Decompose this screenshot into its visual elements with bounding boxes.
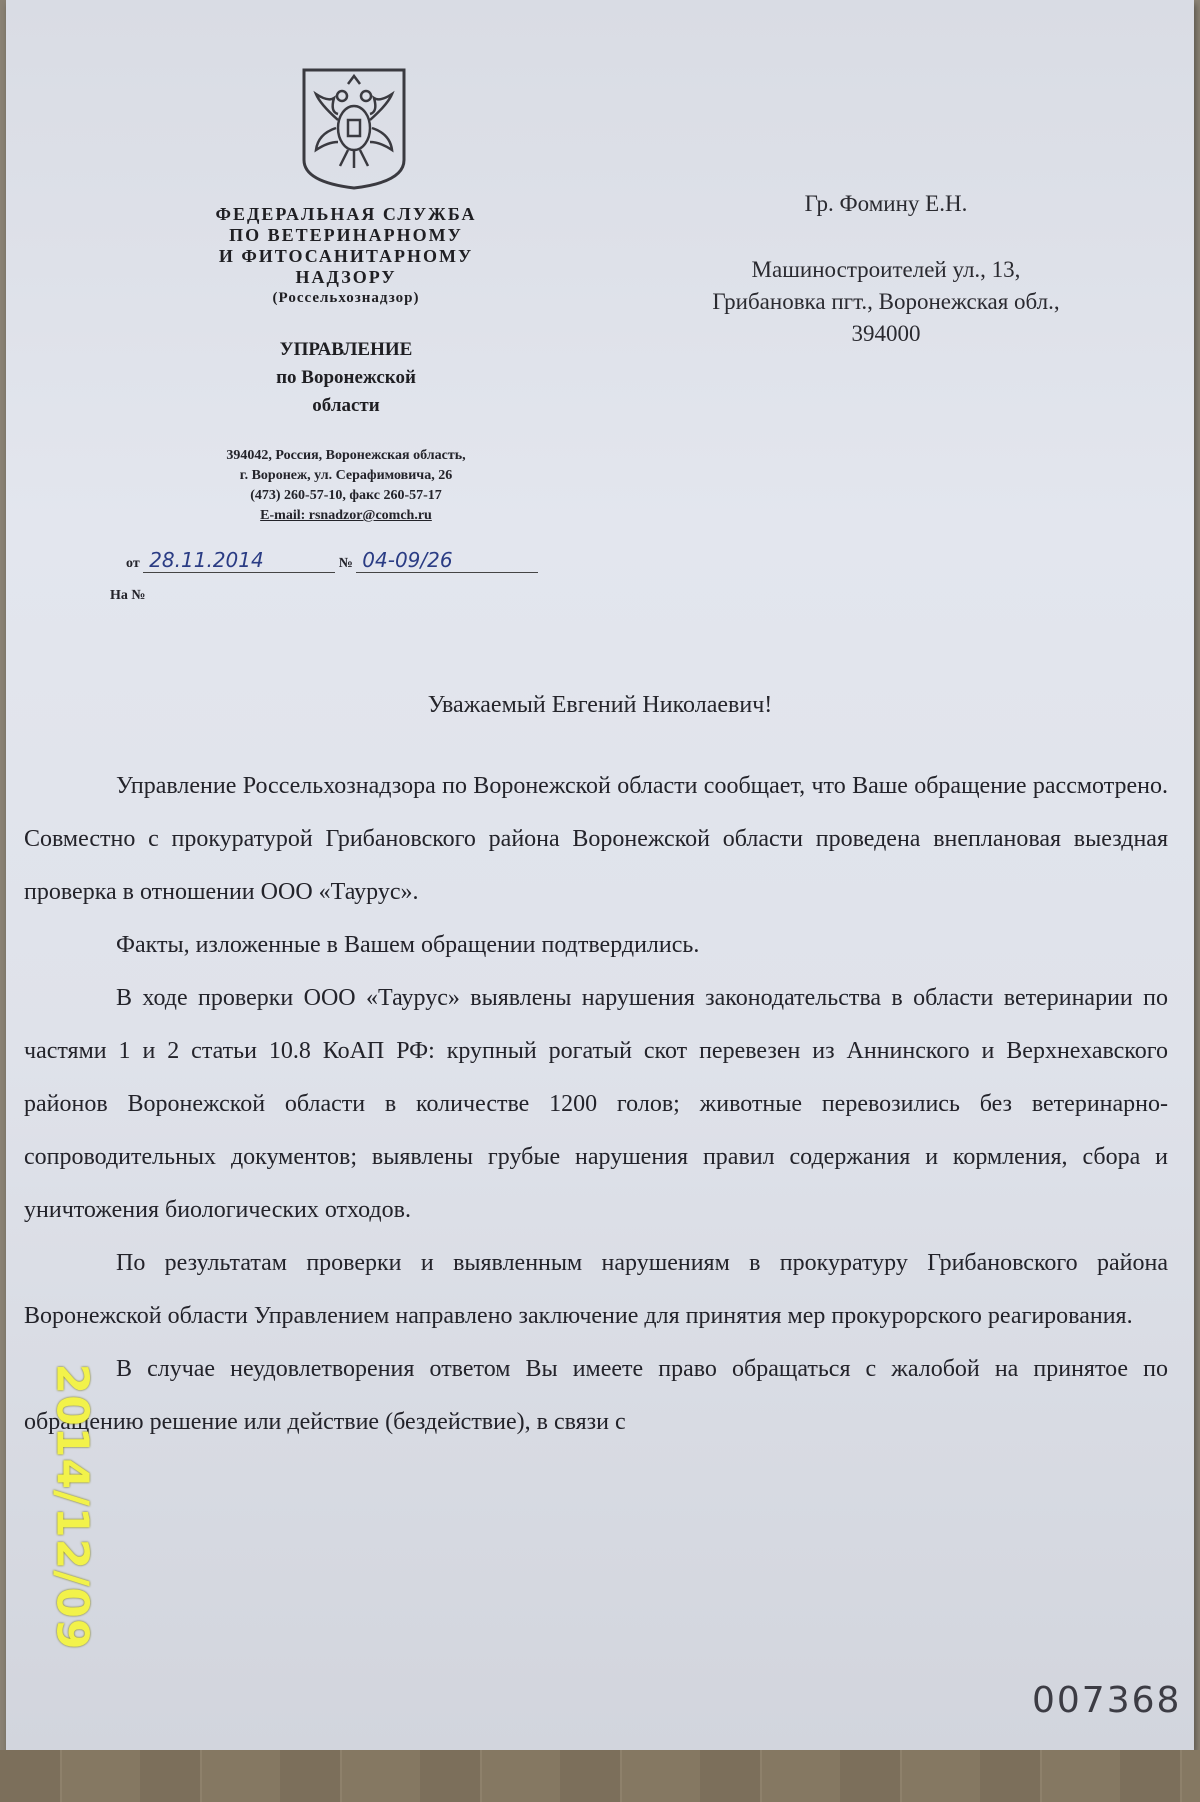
serial-number: 007368 (1032, 1680, 1182, 1721)
organization-name (166, 204, 526, 309)
org-line: НАДЗОРУ (295, 267, 397, 287)
ref-number: 04-09/26 (356, 548, 538, 573)
reply-reference-label: На № (110, 588, 146, 603)
address-line: г. Воронеж, ул. Серафимовича, 26 (239, 468, 453, 483)
russian-coat-of-arms-icon (290, 64, 418, 192)
paragraph: Управление Россельхознадзора по Воронежской области сообщает, что Ваше обращение рассмотрено. Совместно с прокуратурой Грибановского района Воронежской области проведена внеплановая выездная проверка в отношении ООО «Таурус». (24, 773, 1168, 905)
floor-background (0, 1750, 1200, 1802)
recipient-address-line: Машиностроителей ул., 13, (751, 257, 1021, 282)
org-line: ФЕДЕРАЛЬНАЯ СЛУЖБА (215, 204, 477, 224)
photo-date-stamp (18, 1337, 126, 1677)
photo-date-text: 2014/12/09 (46, 1363, 98, 1651)
ref-from-label: от (126, 556, 140, 571)
department-name (206, 336, 486, 420)
dept-line: УПРАВЛЕНИЕ (279, 339, 413, 360)
recipient-address-line: Грибановка пгт., Воронежская обл., (712, 289, 1060, 314)
sender-address (156, 446, 536, 526)
paragraph: В ходе проверки ООО «Таурус» выявлены нарушения законодательства в области ветеринарии по частями 1 и 2 статьи 10.8 КоАП РФ: крупный рогатый скот перевезен из Аннинского и Верхнехавского районов Воронежской области в количестве 1200 голов; животные перевозились без ветеринарно-сопроводительных документов; выявлены грубые нарушения правил содержания и кормления, сбора и уничтожения биологических отходов. (24, 985, 1168, 1223)
dept-line: области (312, 395, 380, 416)
ref-date: 28.11.2014 (143, 548, 335, 573)
paragraph: Факты, изложенные в Вашем обращении подтвердились. (116, 932, 700, 958)
letter-sheet (6, 0, 1194, 1750)
org-line: И ФИТОСАНИТАРНОМУ (218, 246, 474, 266)
org-short-name: (Россельхознадзор) (272, 290, 420, 306)
org-line: ПО ВЕТЕРИНАРНОМУ (229, 225, 463, 245)
ref-number-label: № (338, 556, 353, 571)
paragraph: В случае неудовлетворения ответом Вы имеете право обращаться с жалобой на принятое по обращению решение или действие (бездействие), в связи с (24, 1356, 1168, 1435)
outgoing-reference (126, 548, 538, 573)
paragraph: По результатам проверки и выявленным нарушениям в прокуратуру Грибановского района Воронежской области Управлением направлено заключение для принятия мер прокурорского реагирования. (24, 1250, 1168, 1329)
email-line: E-mail: rsnadzor@comch.ru (260, 508, 432, 523)
address-line: 394042, Россия, Воронежская область, (226, 448, 466, 463)
letter-body (24, 760, 1168, 1449)
recipient-postcode: 394000 (851, 321, 921, 346)
dept-line: по Воронежской (276, 367, 416, 388)
phone-line: (473) 260-57-10, факс 260-57-17 (250, 488, 442, 503)
greeting: Уважаемый Евгений Николаевич! (427, 692, 773, 718)
recipient-name: Гр. Фомину Е.Н. (804, 191, 968, 216)
recipient-block (636, 188, 1136, 350)
